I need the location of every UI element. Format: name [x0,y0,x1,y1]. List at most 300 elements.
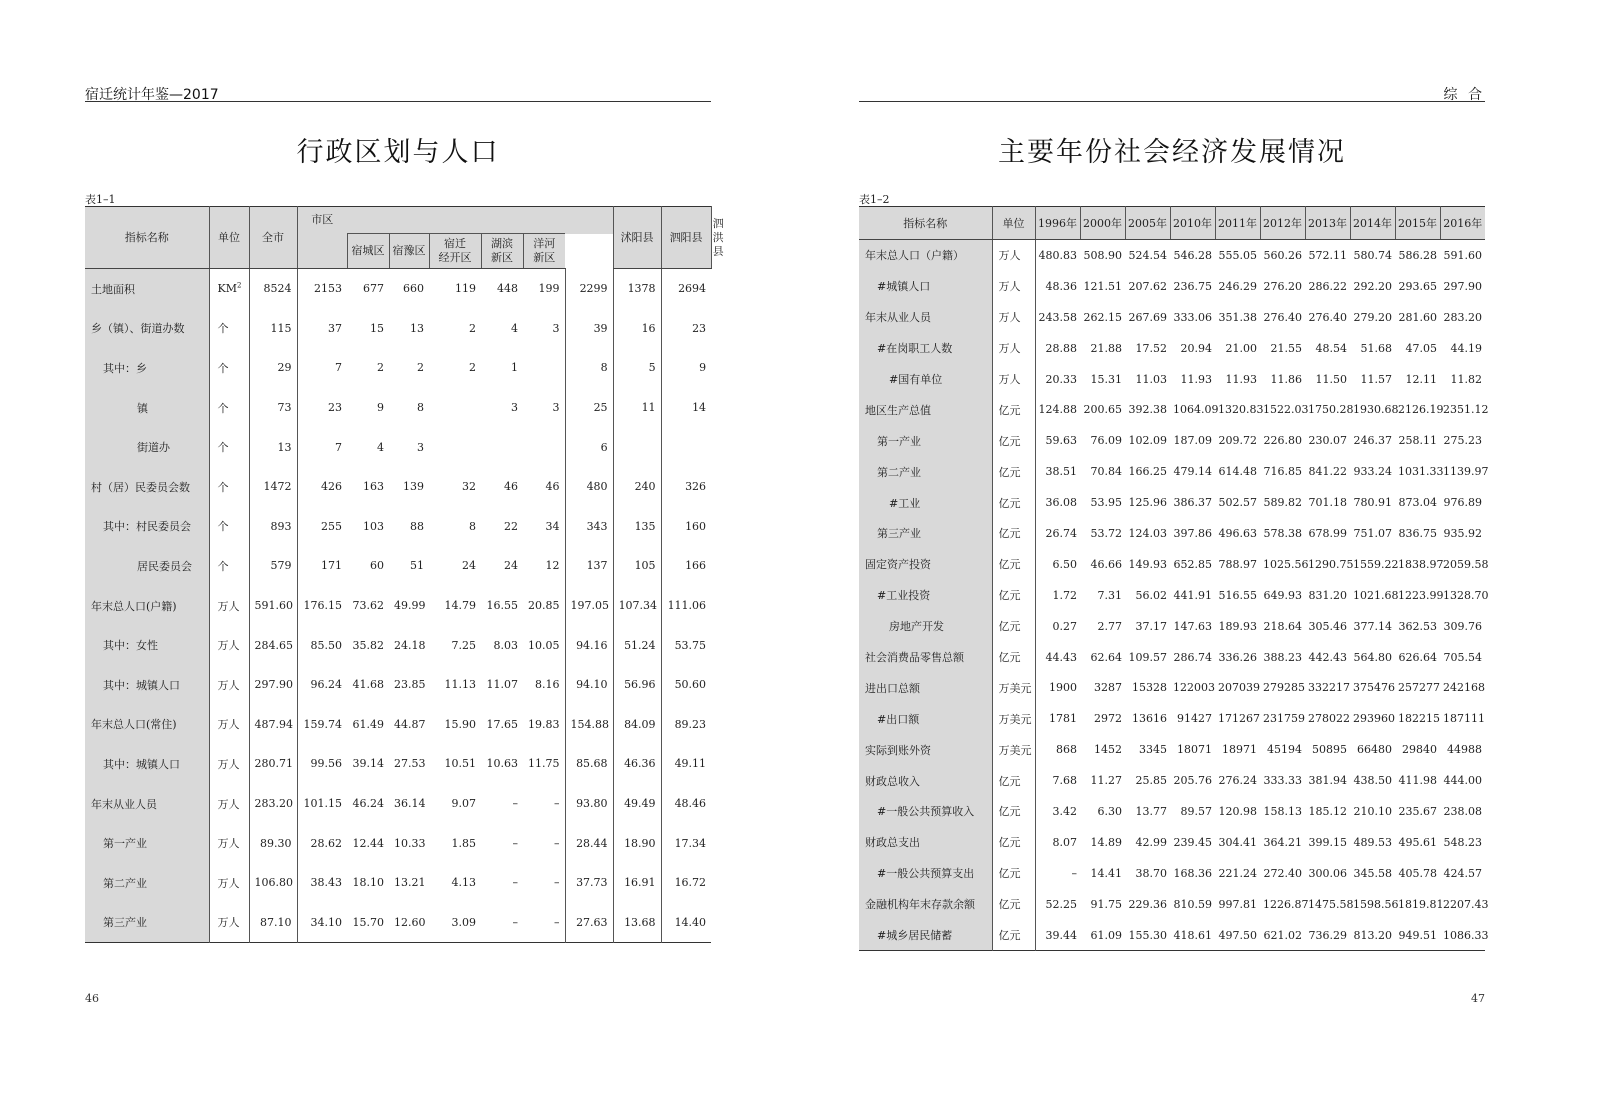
table-cell: 11.50 [1315,372,1347,386]
table-cell: 46.66 [1090,557,1122,571]
col-header-siyang: 泗阳县 [661,207,711,269]
table-cell: 226.80 [1263,434,1302,448]
table-cell: 37 [297,309,347,349]
table-cell: 32 [462,480,476,494]
table-cell: 13.21 [394,876,426,890]
table-cell: 218.64 [1263,619,1302,633]
table-cell: 9.07 [451,797,476,811]
row-unit: 万人 [992,240,1035,271]
table-cell: 418.61 [1173,928,1212,942]
col-header-unit: 单位 [992,207,1035,240]
table-cell: 399.15 [1308,835,1347,849]
table-cell: 1378 [613,269,661,309]
row-label: 财政总收入 [859,765,992,796]
table-cell: 87.10 [249,903,297,943]
table-cell: 105 [613,546,661,586]
unit-text: 万人 [217,599,240,613]
table-cell: 39 [565,309,613,349]
table-cell: 11.75 [528,757,560,771]
table-cell: 7.25 [451,638,476,652]
table-cell [523,427,565,467]
row-unit [209,665,249,705]
table-cell: 841.22 [1308,465,1347,479]
running-head-left: 宿迁统计年鉴—2017 [85,87,219,103]
table-cell: 286.22 [1308,279,1347,293]
table-cell: 2 [469,361,476,375]
left-page [0,0,774,1099]
table-number-left: 表1–1 [85,193,116,206]
table-cell: 377.14 [1353,619,1392,633]
table-row [859,302,1485,333]
table-cell: 480 [565,467,613,507]
table-cell: 649.93 [1263,588,1302,602]
table-cell: 52.25 [1035,889,1080,920]
table-cell: 1472 [249,467,297,507]
table-cell: 16.55 [486,599,518,613]
table-cell: 333.33 [1263,774,1302,788]
table-cell: 1559.22 [1353,557,1399,571]
table-cell: 345.58 [1353,866,1392,880]
admin-population-table: 指标名称 单位 全市 市区 沭阳县 泗阳县 泗洪县 宿城区 宿豫区 宿迁 经开区 湖滨 新区 洋河 新区 土地面积 $KM^2$ 8524 2153 677 660 119 448 199 2299 1378 2694 乡（镇）、街道办数 个 115 37 15 13 2 4 3 39 16 23 其中：乡 个 29 7 2 2 2 1 8 5 9 镇 个 73 23 9 8 3 3 25 11 14 街道办 个 13 7 4 3 6 村（居）民委员会数 个 1472 426 163 139 32 46 46 480 240 326 其中：村民委员会 个 893 255 103 88 8 22 34 343 135 160 居民委员会 个 579 171 60 51 24 24 12 137 105 166 年末总人口(户籍) 万人 591.60 176.15 73.62 49.99 14.79 16.55 20.85 197.05 107.34 111.06 其中：女性 万人 284.65 85.50 35.82 24.18 7.25 8.03 10.05 94.16 51.24 53.75 其中：城镇人口 万人 297.90 96.24 41.68 23.85 11.13 11.07 8.16 94.10 56.96 50.60 年末总人口(常住) 万人 487.94 159.74 61.49 44.87 15.90 17.65 19.83 154.88 84.09 89.23 其中：城镇人口 万人 280.71 99.56 39.14 27.53 10.51 10.63 11.75 85.68 46.36 49.11 年末从业人员 万人 283.20 101.15 46.24 36.14 9.07 – – 93.80 49.49 48.46 第一产业 万人 89.30 28.62 12.44 10.33 1.85 – – 28.44 18.90 17.34 第二产业 万人 106.80 38.43 18.10 13.21 4.13 – – 37.73 16.91 16.72 第三产业 万人 87.10 34.10 15.70 12.60 3.09 – – 27.63 13.68 14.40 [85,206,711,943]
col-header-hubin-line2: 新区 [491,251,513,264]
table-cell: 16 [613,309,661,349]
table-cell: 276.20 [1263,279,1302,293]
table-row [85,507,711,547]
row-unit [209,309,249,349]
table-cell: 45194 [1267,743,1302,757]
table-row [859,456,1485,487]
table-cell: 21.00 [1225,341,1257,355]
table-cell: 1930.68 [1353,403,1399,417]
table-cell: 257277 [1398,681,1440,695]
row-label: 其中：乡 [85,348,209,388]
table-row [859,703,1485,734]
table-cell: 207.62 [1128,279,1167,293]
table-cell: 495.61 [1398,835,1437,849]
row-unit: 亿元 [992,456,1035,487]
table-cell: 286.74 [1173,650,1212,664]
table-cell: 411.98 [1398,774,1437,788]
table-cell: 496.63 [1218,526,1257,540]
table-cell: 1781 [1035,703,1080,734]
table-row [85,625,711,665]
table-cell: 524.54 [1128,248,1167,262]
table-cell: 119 [455,282,476,296]
row-label: #一般公共预算支出 [859,858,992,889]
row-label: 其中：城镇人口 [85,744,209,784]
table-cell: 255 [297,507,347,547]
row-unit [209,784,249,824]
row-unit: 亿元 [992,796,1035,827]
table-cell: 84.09 [613,705,661,745]
table-row [859,765,1485,796]
table-cell: 159.74 [297,705,347,745]
table-cell: 11.27 [1090,774,1122,788]
table-cell: 137 [565,546,613,586]
table-row [859,889,1485,920]
table-cell: 579 [249,546,297,586]
table-cell: 51.24 [613,625,661,665]
table-cell: 18.10 [352,876,384,890]
table-cell: 3 [552,401,560,415]
table-row [85,269,711,309]
table-cell: 276.40 [1263,310,1302,324]
table-row [859,672,1485,703]
table-cell: 1226.87 [1263,897,1309,911]
table-cell: 66480 [1357,743,1392,757]
table-cell: 1452 [1094,743,1122,757]
table-cell: 705.54 [1443,650,1482,664]
table-cell: 362.53 [1398,619,1437,633]
table-cell: 2 [469,321,476,335]
table-cell: 39.44 [1035,920,1080,951]
table-cell: 10.05 [528,638,560,652]
table-cell: 442.43 [1308,650,1347,664]
row-unit [209,507,249,547]
table-cell: 14 [661,388,711,428]
table-cell: 230.07 [1308,434,1347,448]
table-cell: 246.29 [1218,279,1257,293]
table-cell: 1328.70 [1443,588,1489,602]
row-unit: 亿元 [992,827,1035,858]
table-row [85,665,711,705]
table-cell: 326 [661,467,711,507]
table-cell [429,427,481,467]
table-cell: 810.59 [1173,897,1212,911]
table-cell: 44.19 [1450,341,1482,355]
table-cell: 51 [410,559,424,573]
table-cell: 106.80 [249,863,297,903]
col-header-hubin [481,234,523,269]
table-cell [481,427,523,467]
table-cell: 12.60 [394,915,426,929]
unit-text: 万人 [217,757,240,771]
table-cell: 935.92 [1443,526,1482,540]
table-cell: 4 [511,321,518,335]
table-cell: 21.88 [1090,341,1122,355]
table-cell: 26.74 [1035,518,1080,549]
table-row [85,903,711,943]
row-label: 社会消费品零售总额 [859,642,992,673]
table-cell [661,427,711,467]
table-cell: 23.85 [394,678,426,692]
col-header-year: 2015年 [1395,207,1440,240]
table-cell: 10.33 [394,836,426,850]
row-label: #出口额 [859,703,992,734]
table-cell: 2972 [1094,712,1122,726]
row-label: 街道办 [85,427,209,467]
row-unit [209,467,249,507]
table-cell: 94.16 [565,625,613,665]
table-cell: 197.05 [565,586,613,626]
table-cell: 121.51 [1083,279,1122,293]
table-cell: 976.89 [1443,496,1482,510]
table-cell: 27.53 [394,757,426,771]
page-title-left: 行政区划与人口 [296,137,500,168]
table-cell: 751.07 [1353,526,1392,540]
table-cell: 18071 [1177,743,1212,757]
table-cell: 27.63 [565,903,613,943]
table-cell: 716.85 [1263,465,1302,479]
table-cell: 34 [545,519,560,533]
table-cell: 276.24 [1218,774,1257,788]
table-cell: 933.24 [1353,465,1392,479]
table-cell: 1475.58 [1308,897,1354,911]
row-unit [209,586,249,626]
table-cell: 621.02 [1263,928,1302,942]
table-cell: 1.72 [1035,580,1080,611]
row-unit: 万人 [992,302,1035,333]
table-cell: 56.02 [1135,588,1167,602]
table-cell: – [512,797,518,811]
table-cell: 3 [511,401,518,415]
table-cell: 135 [613,507,661,547]
table-cell: 15.31 [1090,372,1122,386]
unit-text: 万人 [217,639,240,653]
row-unit: 万人 [992,364,1035,395]
table-cell: 479.14 [1173,465,1212,479]
table-cell: 3 [417,440,424,454]
row-unit: 万人 [992,333,1035,364]
table-cell: 9 [661,348,711,388]
table-cell [429,388,481,428]
table-cell: 304.41 [1218,835,1257,849]
col-header-name: 指标名称 [859,207,992,240]
table-cell: 15328 [1132,681,1167,695]
table-cell: 235.67 [1398,804,1437,818]
row-label: 乡（镇）、街道办数 [85,309,209,349]
table-cell: 41.68 [352,678,384,692]
table-cell: 3.09 [451,915,476,929]
table-cell: 122003 [1173,681,1215,695]
table-cell: 1900 [1035,672,1080,703]
table-cell: 16.91 [613,863,661,903]
table-cell: 580.74 [1353,248,1392,262]
table-cell: 50.60 [661,665,711,705]
table-cell: 48.36 [1035,271,1080,302]
row-label: 居民委员会 [85,546,209,586]
table-cell: – [512,915,518,929]
table-cell: 11.13 [444,678,476,692]
table-cell: 4 [377,440,384,454]
table-cell: 3.42 [1035,796,1080,827]
table-cell: 101.15 [297,784,347,824]
table-cell: 13 [410,321,424,335]
table-cell: 13.77 [1135,804,1167,818]
table-cell: 292.20 [1353,279,1392,293]
col-header-city-span [347,207,613,234]
table-cell: 166.25 [1128,465,1167,479]
table-cell: 949.51 [1398,928,1437,942]
table-cell: 489.53 [1353,835,1392,849]
table-cell: 397.86 [1173,526,1212,540]
table-cell: 94.10 [565,665,613,705]
table-row [859,518,1485,549]
table-cell: 8.03 [493,638,518,652]
table-cell: 89.57 [1180,804,1212,818]
col-header-year: 2016年 [1440,207,1485,240]
table-cell: 424.57 [1443,866,1482,880]
table-cell: 34.10 [297,903,347,943]
table-row [859,425,1485,456]
table-cell: 207039 [1218,681,1260,695]
table-cell: 107.34 [613,586,661,626]
table-cell: 187111 [1443,712,1485,726]
table-cell: 589.82 [1263,496,1302,510]
table-cell: 267.69 [1128,310,1167,324]
row-unit: 亿元 [992,611,1035,642]
table-cell: 18.90 [613,823,661,863]
table-cell: 8524 [249,269,297,309]
table-row [85,705,711,745]
table-cell: 0.27 [1035,611,1080,642]
table-cell: 8.07 [1035,827,1080,858]
row-label: 其中：村民委员会 [85,507,209,547]
table-row [859,394,1485,425]
table-cell: 12.44 [352,836,384,850]
table-cell: 48.54 [1315,341,1347,355]
table-cell: 11.57 [1360,372,1392,386]
row-unit: 万美元 [992,734,1035,765]
col-header-city-blank [297,234,347,269]
row-label: #一般公共预算收入 [859,796,992,827]
row-unit: 亿元 [992,920,1035,951]
row-unit: 亿元 [992,518,1035,549]
table-cell: 8 [417,401,424,415]
table-cell: 21.55 [1270,341,1302,355]
table-row [859,240,1485,271]
running-head-right: 综 合 [1443,87,1485,103]
table-cell: 147.63 [1173,619,1212,633]
table-cell: 25 [565,388,613,428]
table-cell: 73.62 [352,599,384,613]
table-cell: 868 [1035,734,1080,765]
row-unit: 万人 [992,271,1035,302]
right-page [774,0,1548,1099]
table-cell: 111.06 [661,586,711,626]
table-cell: 38.70 [1135,866,1167,880]
table-cell: 37.17 [1135,619,1167,633]
table-cell: 626.64 [1398,650,1437,664]
row-label: 镇 [85,388,209,428]
table-cell: 788.97 [1218,557,1257,571]
table-cell: 53.72 [1090,526,1122,540]
row-label: 村（居）民委员会数 [85,467,209,507]
table-cell: 660 [403,282,424,296]
table-cell: 7 [297,427,347,467]
table-cell: 487.94 [249,705,297,745]
table-cell: 309.76 [1443,619,1482,633]
table-cell: 47.05 [1405,341,1437,355]
table-cell: 24 [504,559,518,573]
table-cell: 36.08 [1035,487,1080,518]
table-cell: 46.24 [352,797,384,811]
table-cell: 2 [417,361,424,375]
table-cell: 5 [613,348,661,388]
col-header-hubin-line1: 湖滨 [491,237,513,250]
table-cell: 591.60 [1443,248,1482,262]
table-cell: 171267 [1218,712,1260,726]
table-cell: – [512,876,518,890]
row-label: 第三产业 [85,903,209,943]
table-cell: 44988 [1447,743,1482,757]
table-cell: 16.72 [661,863,711,903]
table-cell: 1025.56 [1263,557,1309,571]
table-cell: 392.38 [1128,403,1167,417]
table-cell: 37.73 [565,863,613,903]
table-cell: 14.89 [1090,835,1122,849]
unit-text: 个 [217,480,229,494]
table-cell: 171 [297,546,347,586]
unit-text: 万人 [217,837,240,851]
table-cell: 516.55 [1218,588,1257,602]
unit-text: 个 [217,322,229,336]
table-cell: 560.26 [1263,248,1302,262]
table-cell: 89.23 [661,705,711,745]
table-cell: 10.51 [444,757,476,771]
table-cell: 9 [377,401,384,415]
page-title-right: 主要年份社会经济发展情况 [998,137,1346,168]
row-unit [209,546,249,586]
row-label: #在岗职工人数 [859,333,992,364]
table-cell: 246.37 [1353,434,1392,448]
table-cell: 336.26 [1218,650,1257,664]
table-cell: 18971 [1222,743,1257,757]
table-cell: 564.80 [1353,650,1392,664]
table-cell: – [554,915,560,929]
table-cell: 60 [370,559,384,573]
table-cell: 284.65 [249,625,297,665]
table-cell: 1320.83 [1218,403,1264,417]
table-cell: 50895 [1312,743,1347,757]
row-label: 第一产业 [85,823,209,863]
row-label: 固定资产投资 [859,549,992,580]
table-cell: 199 [538,282,560,296]
row-label: 进出口总额 [859,672,992,703]
table-cell: 7 [297,348,347,388]
table-cell: 70.84 [1090,465,1122,479]
row-label: 财政总支出 [859,827,992,858]
row-unit [209,744,249,784]
table-cell: 231759 [1263,712,1305,726]
table-cell: 297.90 [1443,279,1482,293]
col-header-name: 指标名称 [85,207,209,269]
table-cell: 333.06 [1173,310,1212,324]
table-cell: 29 [249,348,297,388]
table-cell: 586.28 [1398,248,1437,262]
row-label: 年末总人口(户籍) [85,586,209,626]
table-cell: 6.30 [1097,804,1122,818]
table-row [859,487,1485,518]
table-cell: 200.65 [1083,403,1122,417]
table-cell: 364.21 [1263,835,1302,849]
row-unit: 亿元 [992,549,1035,580]
table-cell: 332217 [1308,681,1350,695]
table-cell: 99.56 [297,744,347,784]
unit-superscript: 2 [236,281,242,290]
table-cell: 102.09 [1128,434,1167,448]
table-cell: 388.23 [1263,650,1302,664]
table-cell: 3345 [1139,743,1167,757]
table-cell: 2 [377,361,384,375]
table-cell: 438.50 [1353,774,1392,788]
table-cell: 23 [661,309,711,349]
table-number-right: 表1–2 [859,193,890,206]
row-label: 年末总人口（户籍） [859,240,992,271]
table-cell: 405.78 [1398,866,1437,880]
table-row [85,863,711,903]
unit-text: 万人 [217,876,240,890]
